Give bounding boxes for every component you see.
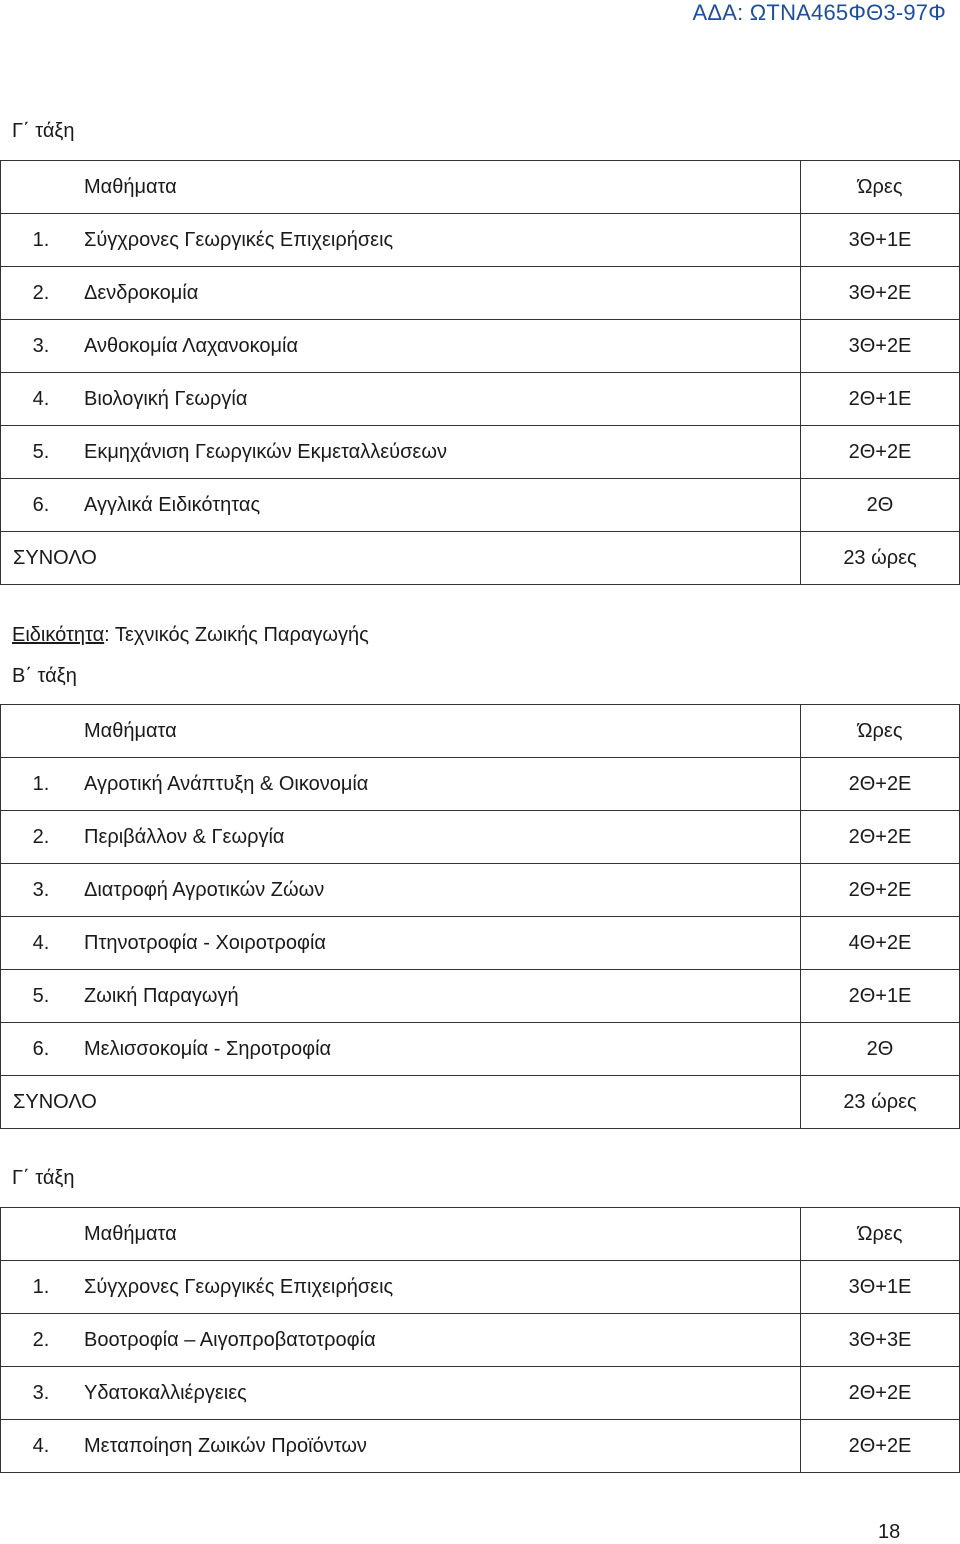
table-row: 3. Ανθοκομία Λαχανοκομία 3Θ+2Ε: [1, 320, 960, 373]
table-row: 4. Βιολογική Γεωργία 2Θ+1Ε: [1, 373, 960, 426]
header-subjects: Μαθήματα: [81, 1208, 801, 1261]
table-row: 6. Μελισσοκομία - Σηροτροφία 2Θ: [1, 1023, 960, 1076]
specialty-name: : Τεχνικός Ζωικής Παραγωγής: [104, 624, 369, 646]
document-id: ΑΔΑ: ΩΤΝΑ465ΦΘ3-97Φ: [692, 0, 946, 25]
curriculum-table-c-1: [0, 160, 960, 585]
table-row: 2. Βοοτροφία – Αιγοπροβατοτροφία 3Θ+3Ε: [1, 1314, 960, 1367]
table-row: 4. Πτηνοτροφία - Χοιροτροφία 4Θ+2Ε: [1, 917, 960, 970]
header-hours: Ώρες: [801, 1208, 960, 1261]
total-value: 23 ώρες: [801, 532, 960, 585]
table-row: 4. Μεταποίηση Ζωικών Προϊόντων 2Θ+2Ε: [1, 1420, 960, 1473]
table-row: 5. Εκμηχάνιση Γεωργικών Εκμεταλλεύσεων 2Θ+2Ε: [1, 426, 960, 479]
class-label-c: Γ΄ τάξη: [12, 1167, 75, 1189]
table-row: 3. Υδατοκαλλιέργειες 2Θ+2Ε: [1, 1367, 960, 1420]
table-header-row: [1, 1208, 960, 1261]
curriculum-table-c-2: [0, 1207, 960, 1473]
table-row: 1. Αγροτική Ανάπτυξη & Οικονομία 2Θ+2Ε: [1, 758, 960, 811]
class-label-c: Γ΄ τάξη: [12, 120, 75, 142]
total-row: [1, 532, 960, 585]
header-hours: Ώρες: [801, 705, 960, 758]
specialty-prefix: Ειδικότητα: [12, 624, 105, 646]
total-label: ΣΥΝΟΛΟ: [1, 532, 801, 585]
table-row: 6. Αγγλικά Ειδικότητας 2Θ: [1, 479, 960, 532]
table-row: 1. Σύγχρονες Γεωργικές Επιχειρήσεις 3Θ+1Ε: [1, 1261, 960, 1314]
table-row: 3. Διατροφή Αγροτικών Ζώων 2Θ+2Ε: [1, 864, 960, 917]
table-row: 5. Ζωική Παραγωγή 2Θ+1Ε: [1, 970, 960, 1023]
specialty-title: [12, 624, 369, 647]
table-header-row: [1, 705, 960, 758]
table-row: 2. Περιβάλλον & Γεωργία 2Θ+2Ε: [1, 811, 960, 864]
total-value: 23 ώρες: [801, 1076, 960, 1129]
header-hours: Ώρες: [801, 161, 960, 214]
total-row: [1, 1076, 960, 1129]
page-number: 18: [878, 1521, 901, 1543]
table-row: 1. Σύγχρονες Γεωργικές Επιχειρήσεις 3Θ+1Ε: [1, 214, 960, 267]
header-subjects: Μαθήματα: [81, 705, 801, 758]
table-header-row: [1, 161, 960, 214]
class-label-b: Β΄ τάξη: [12, 665, 77, 687]
table-row: 2. Δενδροκομία 3Θ+2Ε: [1, 267, 960, 320]
total-label: ΣΥΝΟΛΟ: [1, 1076, 801, 1129]
curriculum-table-b: [0, 704, 960, 1129]
header-subjects: Μαθήματα: [81, 161, 801, 214]
